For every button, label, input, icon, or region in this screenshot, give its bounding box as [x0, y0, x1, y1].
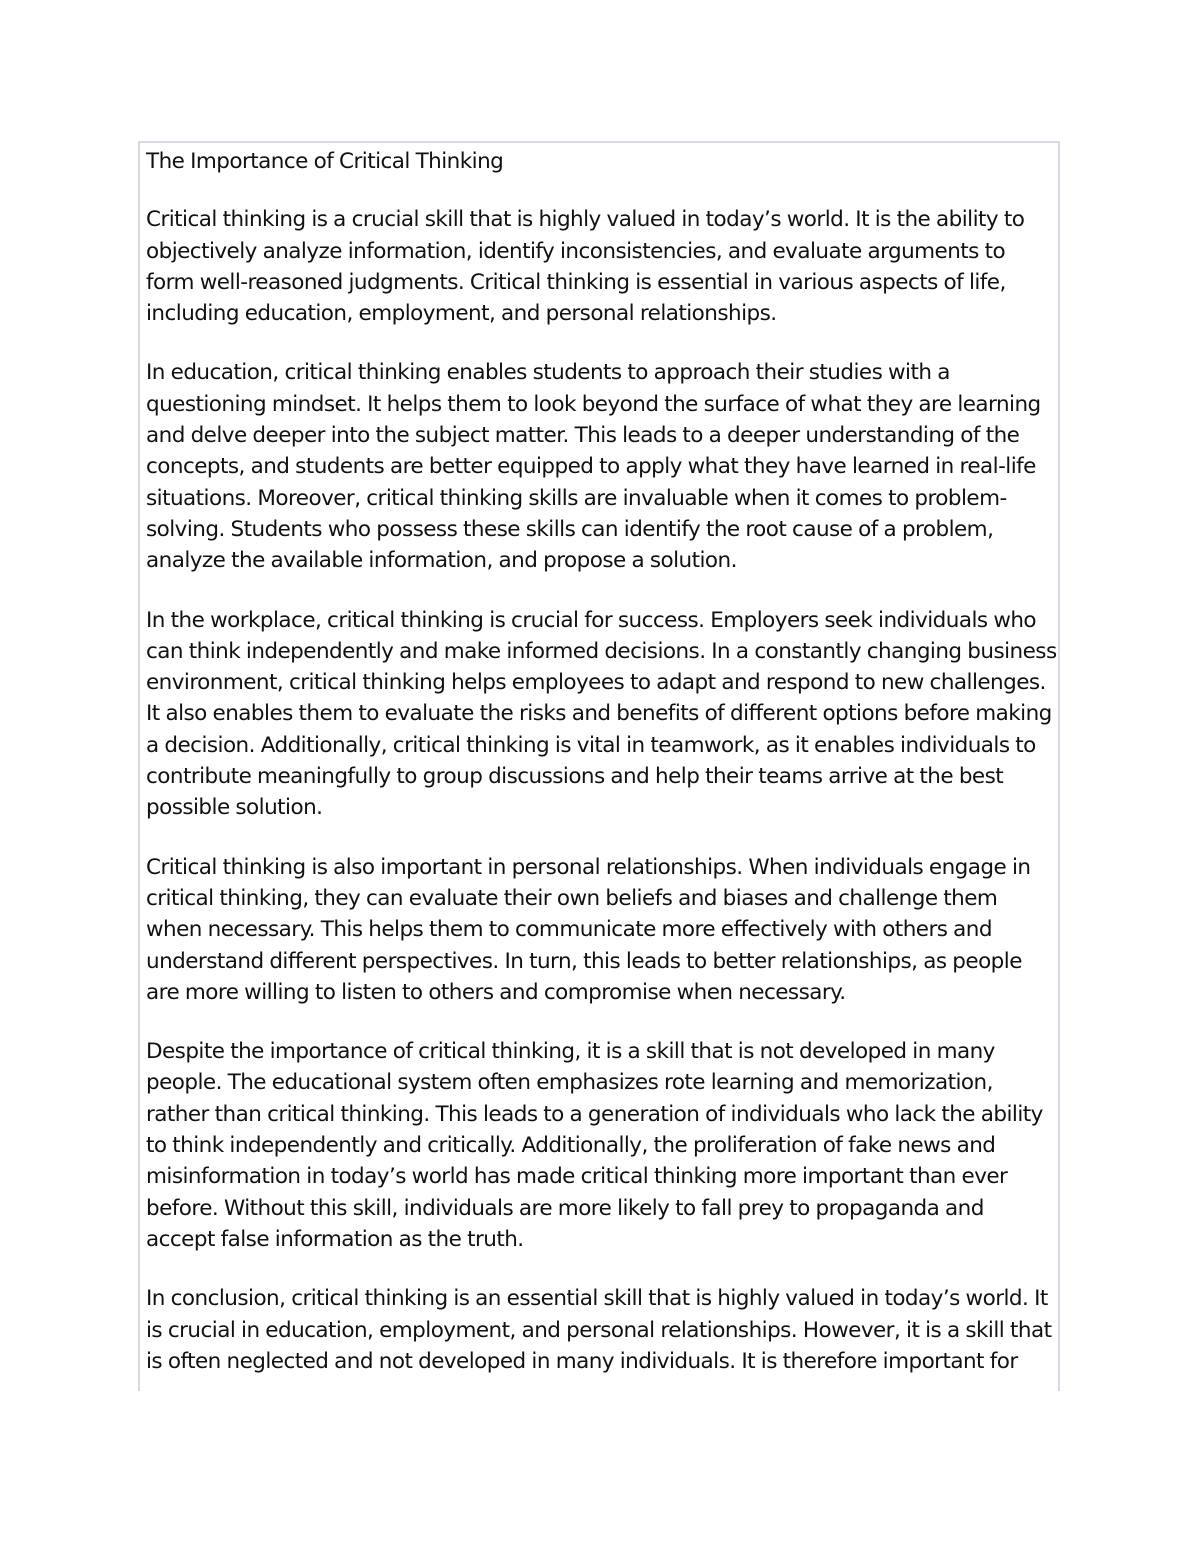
paragraph: In conclusion, critical thinking is an essential skill that is highly valued in today’s world. It is crucial in education, employment, and personal relationships. However, it is a skill that is often neglected and not developed in many individuals. It is therefore important for [146, 1286, 1052, 1374]
paragraph: Critical thinking is also important in personal relationships. When individuals engage in critical thinking, they can evaluate their own beliefs and biases and challenge them when necessary. This helps them to communicate more effectively with others and understand different perspectives. In turn, this leads to better relationships, as people are more willing to listen to others and compromise when necessary. [146, 854, 1031, 1005]
document-title: The Importance of Critical Thinking [146, 149, 504, 174]
paragraph: In the workplace, critical thinking is crucial for success. Employers seek individuals who can think independently and make informed decisions. In a constantly changing business environment, critical thinking helps employees to adapt and respond to new challenges. It also enables them to evaluate the risks and benefits of different options before making a decision. Additionally, critical thinking is vital in teamwork, as it enables individuals to contribute meaningfully to group discussions and help their teams arrive at the best possible solution. [146, 607, 1057, 821]
document-body [146, 146, 1058, 1391]
paragraph: Despite the importance of critical thinking, it is a skill that is not developed in many people. The educational system often emphasizes rote learning and memorization, rather than critical thinking. This leads to a generation of individuals who lack the ability to think independently and critically. Additionally, the proliferation of fake news and misinformation in today’s world has made critical thinking more important than ever before. Without this skill, individuals are more likely to fall prey to propaganda and accept false information as the truth. [146, 1039, 1043, 1252]
text-frame [138, 141, 1060, 1391]
paragraph: Critical thinking is a crucial skill that is highly valued in today’s world. It is the ability to objectively analyze information, identify inconsistencies, and evaluate arguments to form well-reasoned judgments. Critical thinking is essential in various aspects of life, including education, employment, and personal relationships. [146, 207, 1025, 327]
paragraph: In education, critical thinking enables students to approach their studies with a questioning mindset. It helps them to look beyond the surface of what they are learning and delve deeper into the subject matter. This leads to a deeper understanding of the concepts, and students are better equipped to apply what they have learned in real-life situations. Moreover, critical thinking skills are invaluable when it comes to problem-solving. Students who possess these skills can identify the root cause of a problem, analyze the available information, and propose a solution. [146, 360, 1041, 574]
